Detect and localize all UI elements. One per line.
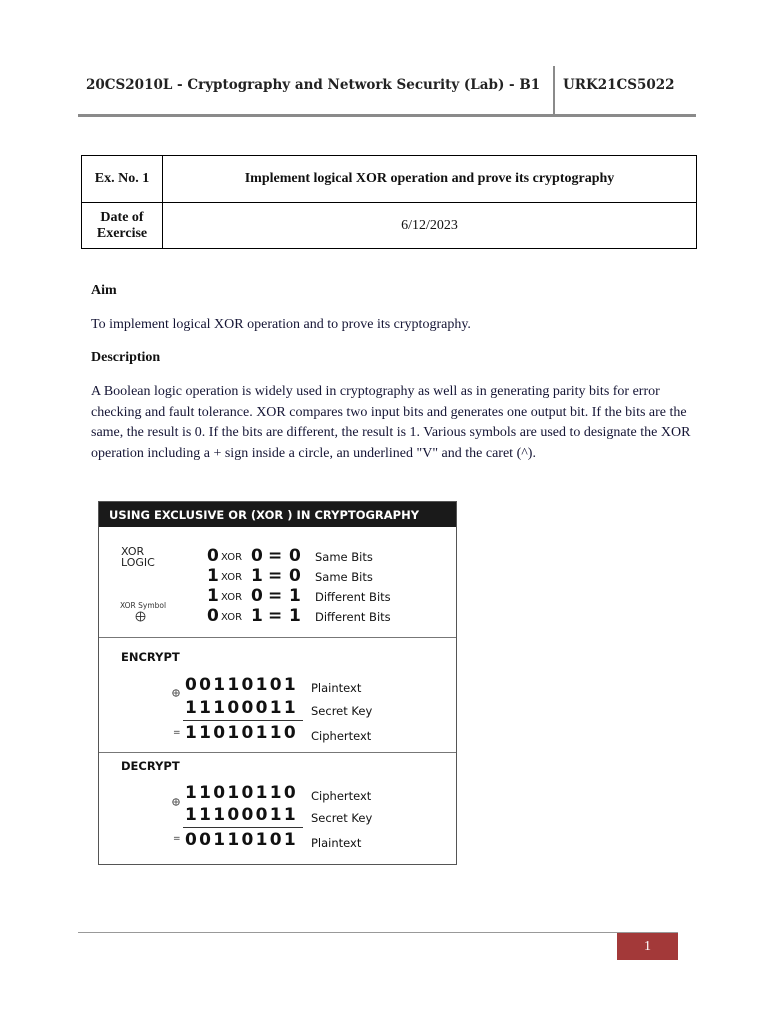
xor-symbol-label: XOR Symbol	[120, 601, 167, 610]
xor-operator: XOR	[221, 552, 243, 563]
bit-a: 1	[207, 586, 219, 606]
equals-sign: =	[268, 606, 283, 626]
header-divider	[553, 66, 555, 116]
bit-a: 0	[207, 606, 219, 626]
bit-result: 1	[289, 586, 301, 606]
page-header	[78, 66, 696, 116]
bit-string: 11100011	[185, 805, 299, 825]
xor-circle-plus-icon	[135, 611, 146, 622]
aim-text: To implement logical XOR operation and to prove its cryptography.	[91, 317, 471, 332]
xor-operator: XOR	[221, 612, 243, 623]
bit-string: 11010110	[185, 783, 299, 803]
bit-b: 1	[251, 566, 263, 586]
bit-string: 11100011	[185, 698, 299, 718]
xor-circle-plus-icon	[172, 798, 180, 806]
xor-figure	[98, 501, 457, 865]
encrypt-label: ENCRYPT	[121, 650, 180, 664]
equals-sign: =	[173, 728, 181, 738]
decrypt-label: DECRYPT	[121, 759, 180, 773]
figure-title-bar	[99, 502, 456, 527]
bit-string: 11010110	[185, 723, 299, 743]
equals-sign: =	[268, 546, 283, 566]
xor-circle-plus-icon	[172, 689, 180, 697]
description-text: A Boolean logic operation is widely used in cryptography as well as in generating parity bits for error checking and fault tolerance. XOR compares two input bits and generates one output bit. If the bits are the same, the result is 0. If the bits are different, the result is 1. Various symbols are used to designate the XOR operation including a + sign inside a circle, an underlined "V" and the caret (^).	[91, 384, 691, 461]
bit-a: 0	[207, 546, 219, 566]
register-number: URK21CS5022	[563, 77, 675, 93]
date-label: Date of Exercise	[82, 203, 163, 249]
bit-string-label: Ciphertext	[311, 789, 372, 803]
aim-heading: Aim	[91, 283, 117, 298]
logic-description: Same Bits	[315, 570, 373, 584]
bit-string-label: Secret Key	[311, 704, 373, 718]
footer-rule	[78, 932, 678, 933]
xor-operator: XOR	[221, 592, 243, 603]
sum-line	[183, 827, 303, 828]
date-value: 6/12/2023	[163, 203, 697, 249]
page-number: 1	[617, 933, 678, 960]
description-heading: Description	[91, 350, 161, 365]
xor-logic-label: XOR	[121, 545, 145, 558]
logic-description: Same Bits	[315, 550, 373, 564]
table-row	[82, 156, 697, 203]
bit-a: 1	[207, 566, 219, 586]
exercise-title: Implement logical XOR operation and prove its cryptography	[163, 156, 697, 203]
figure-divider	[99, 637, 456, 638]
table-row	[82, 203, 697, 249]
bit-string-label: Plaintext	[311, 681, 362, 695]
exercise-number-label: Ex. No. 1	[82, 156, 163, 203]
equals-sign: =	[173, 834, 181, 844]
figure-divider	[99, 752, 456, 753]
figure-title: USING EXCLUSIVE OR (XOR ) IN CRYPTOGRAPHY	[109, 508, 420, 522]
course-title: 20CS2010L - Cryptography and Network Security (Lab) - B1	[86, 77, 541, 93]
bit-string-label: Secret Key	[311, 811, 373, 825]
bit-b: 0	[251, 586, 263, 606]
exercise-info-table	[81, 155, 697, 249]
bit-b: 1	[251, 606, 263, 626]
bit-string: 00110101	[185, 830, 299, 850]
header-rule	[78, 114, 696, 117]
bit-b: 0	[251, 546, 263, 566]
bit-string-label: Ciphertext	[311, 729, 372, 743]
bit-string-label: Plaintext	[311, 836, 362, 850]
equals-sign: =	[268, 586, 283, 606]
bit-result: 1	[289, 606, 301, 626]
sum-line	[183, 720, 303, 721]
equals-sign: =	[268, 566, 283, 586]
logic-description: Different Bits	[315, 590, 391, 604]
bit-result: 0	[289, 546, 301, 566]
bit-result: 0	[289, 566, 301, 586]
logic-description: Different Bits	[315, 610, 391, 624]
xor-operator: XOR	[221, 572, 243, 583]
xor-logic-label: LOGIC	[121, 556, 155, 569]
bit-string: 00110101	[185, 675, 299, 695]
